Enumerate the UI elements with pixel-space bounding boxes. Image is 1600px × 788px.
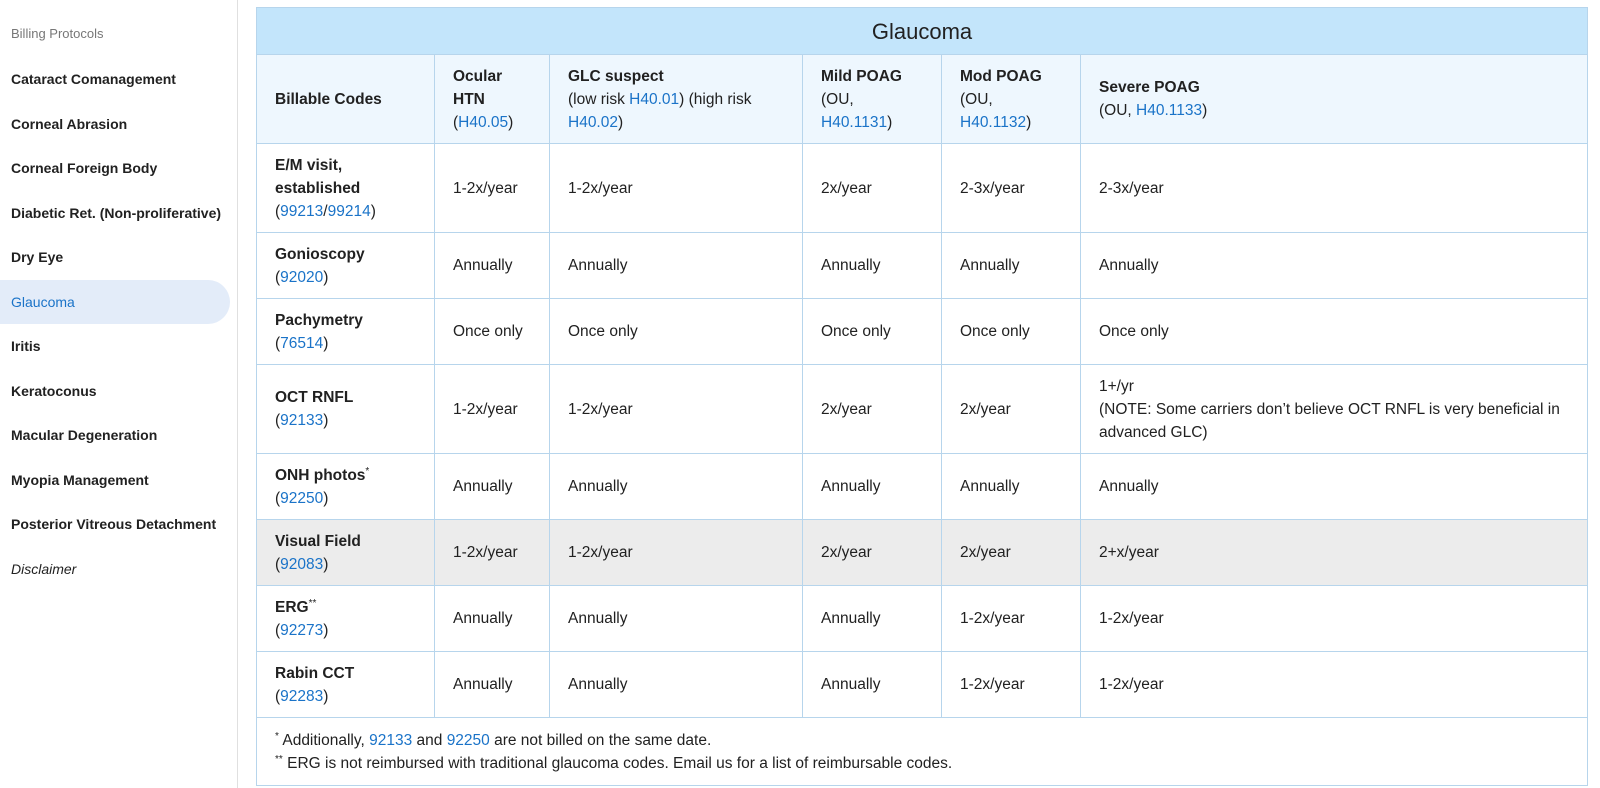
sidebar-item-dry-eye[interactable]: Dry Eye (11, 249, 64, 265)
row-name: Rabin CCT (275, 664, 355, 682)
table-cell: 1-2x/year (942, 586, 1081, 652)
code-link[interactable]: H40.1131 (821, 113, 888, 131)
table-cell: 2x/year (803, 365, 942, 454)
code-link[interactable]: H40.1133 (1136, 102, 1203, 119)
row-name: Gonioscopy (275, 245, 365, 263)
glaucoma-billing-table (256, 7, 1588, 786)
table-cell: Annually (803, 233, 942, 299)
sidebar-item-posterior-vitreous-detachment[interactable]: Posterior Vitreous Detachment (11, 516, 217, 532)
table-cell: 1-2x/year (435, 520, 550, 586)
table-row (257, 299, 1588, 365)
table-cell: Annually (550, 586, 803, 652)
table-row (257, 233, 1588, 299)
table-cell: Annually (435, 586, 550, 652)
table-cell: 2+x/year (1081, 520, 1588, 586)
row-label: Rabin CCT (92283) (257, 652, 435, 718)
sidebar-item-diabetic-ret[interactable]: Diabetic Ret. (Non-proliferative) (11, 204, 222, 221)
table-cell: Annually (803, 454, 942, 520)
table-cell: 1-2x/year (550, 144, 803, 233)
footnote-text: and (412, 731, 447, 749)
footnote-mark: * (365, 465, 370, 477)
sidebar-item-corneal-abrasion[interactable]: Corneal Abrasion (11, 115, 128, 132)
footnote-mark: * (275, 730, 279, 742)
header-severe-poag: Severe POAG (OU, H40.1133) (1081, 55, 1588, 144)
header-text: (OU, (1099, 102, 1137, 119)
sidebar-item-keratoconus[interactable]: Keratoconus (11, 382, 97, 399)
sidebar-section-title: Billing Protocols (11, 26, 104, 41)
row-name: Pachymetry (275, 311, 363, 329)
table-cell: Annually (435, 652, 550, 718)
code-link[interactable]: 92273 (280, 621, 324, 639)
table-cell: 1-2x/year (550, 365, 803, 454)
table-cell: 2x/year (803, 520, 942, 586)
sidebar-item-disclaimer[interactable]: Disclaimer (11, 560, 77, 577)
footnote-text: ERG is not reimbursed with traditional glaucoma codes. Email us for a list of reimbursable codes. (282, 754, 953, 772)
table-cell: Once only (942, 299, 1081, 365)
code-link[interactable]: 76514 (280, 334, 324, 352)
header-text: HTN (453, 90, 485, 108)
row-name: established (275, 179, 361, 197)
table-cell: Once only (550, 299, 803, 365)
row-label: ERG** (92273) (257, 586, 435, 652)
table-cell: Annually (550, 233, 803, 299)
sidebar-list (0, 57, 238, 591)
code-link[interactable]: 92083 (280, 555, 324, 573)
cell-note: (NOTE: Some carriers don’t believe OCT RNFL is very beneficial in advanced GLC) (1099, 400, 1560, 441)
sidebar-item-myopia-management[interactable]: Myopia Management (11, 471, 149, 488)
code-link[interactable]: H40.02 (568, 113, 618, 131)
header-text: (low risk (568, 90, 630, 108)
sidebar-item-corneal-foreign-body[interactable]: Corneal Foreign Body (11, 160, 158, 176)
row-name: Visual Field (275, 532, 361, 550)
table-cell: Once only (1081, 299, 1588, 365)
footnote-mark: ** (275, 753, 283, 765)
header-billable-codes: Billable Codes (257, 55, 435, 144)
sidebar-nav (0, 0, 238, 788)
table-cell: Once only (803, 299, 942, 365)
table-cell: 2x/year (942, 520, 1081, 586)
table-cell: 1-2x/year (435, 365, 550, 454)
table-cell: Annually (435, 233, 550, 299)
row-name: ONH photos (275, 466, 366, 484)
sidebar-item-cataract-comanagement[interactable]: Cataract Comanagement (11, 71, 176, 87)
table-cell: Once only (435, 299, 550, 365)
table-row (257, 144, 1588, 233)
table-cell: Annually (1081, 233, 1588, 299)
footnote-mark: ** (308, 597, 317, 609)
header-text: Severe POAG (1099, 79, 1200, 96)
row-label: ONH photos* (92250) (257, 454, 435, 520)
sidebar-item-macular-degeneration[interactable]: Macular Degeneration (11, 427, 158, 443)
table-cell: Annually (942, 233, 1081, 299)
header-text: Mild POAG (821, 67, 902, 85)
header-mild-poag: Mild POAG (OU, H40.1131) (803, 55, 942, 144)
sidebar-item-iritis[interactable]: Iritis (11, 338, 41, 354)
row-label: Visual Field (92083) (257, 520, 435, 586)
table-row (257, 652, 1588, 718)
sidebar-item-glaucoma[interactable]: Glaucoma (0, 280, 230, 325)
row-label: E/M visit, established (99213/99214) (257, 144, 435, 233)
table-header-row (257, 55, 1588, 144)
code-link[interactable]: 92250 (280, 489, 324, 507)
header-text: Mod POAG (960, 67, 1042, 85)
header-text: (OU, (960, 90, 993, 108)
table-cell: Annually (435, 454, 550, 520)
table-cell: Annually (1081, 454, 1588, 520)
header-text: Ocular (453, 67, 503, 85)
table-cell (1081, 365, 1588, 454)
code-link[interactable]: 92020 (280, 268, 324, 286)
table-cell: 2x/year (803, 144, 942, 233)
table-cell: Annually (803, 652, 942, 718)
table-cell: 1-2x/year (942, 652, 1081, 718)
table-cell: 1-2x/year (435, 144, 550, 233)
code-link[interactable]: H40.01 (629, 90, 680, 108)
header-mod-poag: Mod POAG (OU, H40.1132) (942, 55, 1081, 144)
code-link[interactable]: 99214 (327, 202, 371, 220)
table-title: Glaucoma (257, 8, 1588, 55)
footnote-text: Additionally, (278, 731, 370, 749)
table-row (257, 454, 1588, 520)
code-link[interactable]: 92283 (280, 687, 324, 705)
code-link[interactable]: H40.05 (458, 113, 509, 131)
table-row (257, 365, 1588, 454)
row-label: Gonioscopy (92020) (257, 233, 435, 299)
code-link[interactable]: 92133 (369, 731, 413, 749)
header-glc-suspect: GLC suspect (low risk H40.01) (high risk H40.02) (550, 55, 803, 144)
code-link[interactable]: 92250 (446, 731, 490, 749)
table-row (257, 586, 1588, 652)
row-name: E/M visit, (275, 156, 343, 174)
table-cell: Annually (803, 586, 942, 652)
row-label: Pachymetry (76514) (257, 299, 435, 365)
header-text: ) (high risk (679, 90, 752, 108)
table-cell: Annually (550, 454, 803, 520)
footnote-row (257, 718, 1588, 786)
header-ocular-htn: Ocular HTN (H40.05) (435, 55, 550, 144)
cell-value: 1+/yr (1099, 377, 1134, 395)
code-link[interactable]: H40.1132 (960, 113, 1027, 131)
code-link[interactable]: 99213 (280, 202, 324, 220)
table-row-highlighted (257, 520, 1588, 586)
row-label: OCT RNFL (92133) (257, 365, 435, 454)
table-cell: 1-2x/year (1081, 586, 1588, 652)
row-name: ERG (275, 598, 309, 616)
table-cell: 2-3x/year (1081, 144, 1588, 233)
header-text: GLC suspect (568, 67, 664, 85)
footnote-text: are not billed on the same date. (489, 731, 712, 749)
table-cell: 1-2x/year (1081, 652, 1588, 718)
table-cell: 1-2x/year (550, 520, 803, 586)
table-cell: 2x/year (942, 365, 1081, 454)
table-cell: 2-3x/year (942, 144, 1081, 233)
row-name: OCT RNFL (275, 389, 354, 406)
code-link[interactable]: 92133 (280, 412, 324, 429)
footnotes (257, 718, 1588, 786)
header-text: (OU, (821, 90, 854, 108)
main-content (256, 7, 1587, 786)
table-cell: Annually (550, 652, 803, 718)
table-cell: Annually (942, 454, 1081, 520)
